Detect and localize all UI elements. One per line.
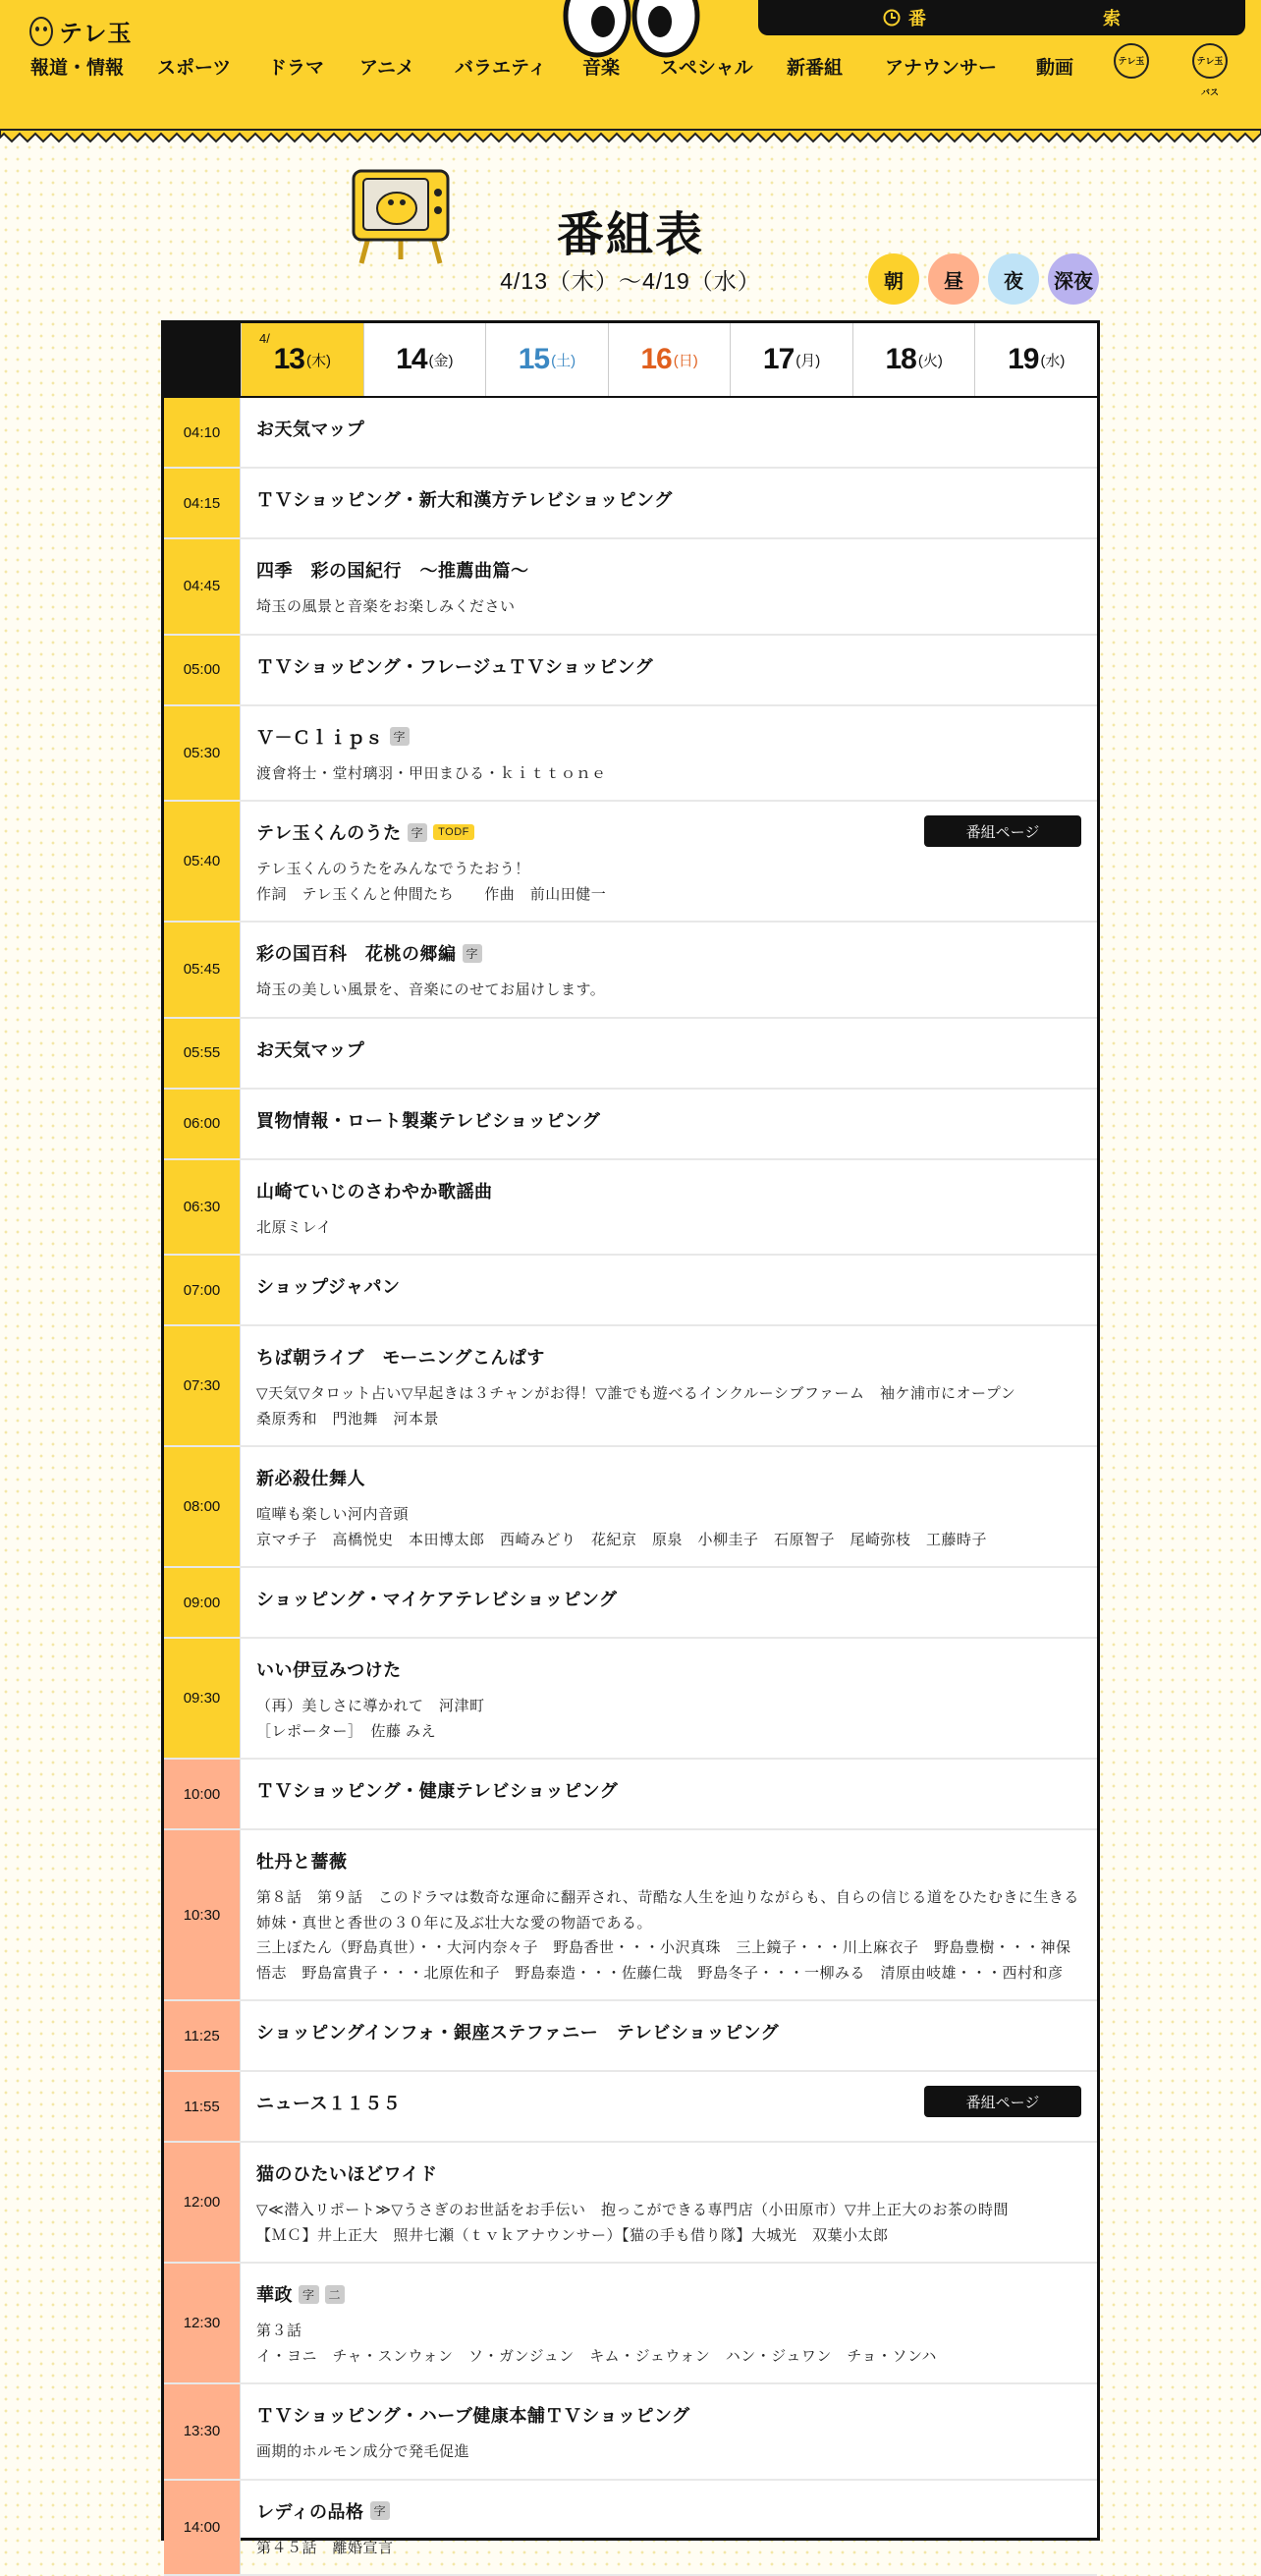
program-description [256, 761, 1081, 787]
program-row[interactable] [164, 2264, 1097, 2384]
program-start-time: 04:45 [164, 539, 241, 634]
program-description-line: 京マチ子 高橋悦史 本田博太郎 西崎みどり 花紀京 原泉 小柳圭子 石原智子 尾崎弥枝 工藤時子 [256, 1528, 1081, 1553]
day-tab-17[interactable] [730, 323, 852, 396]
program-cell [241, 2072, 1097, 2141]
program-row[interactable] [164, 2072, 1097, 2143]
program-title[interactable]: レディの品格 [256, 2498, 364, 2524]
program-description [256, 1502, 1081, 1552]
program-title[interactable]: 猫のひたいほどワイド [256, 2160, 437, 2186]
program-description-line: （再）美しさに導かれて 河津町 [256, 1694, 1081, 1719]
program-description-line: 埼玉の風景と音楽をお楽しみください [256, 594, 1081, 620]
nav-teletama-icon[interactable]: テレ玉 [1114, 43, 1149, 79]
top-utility-bar [758, 0, 1245, 35]
week-range: 4/13（木）〜4/19（水） [0, 263, 1261, 296]
nav-new-programs[interactable]: 新番組 [787, 53, 843, 80]
program-title[interactable]: ちば朝ライブ モーニングこんぱす [256, 1344, 545, 1370]
page-title: 番組表 [0, 196, 1261, 264]
program-cell [241, 1447, 1097, 1566]
jump-night-button[interactable]: 夜 [988, 253, 1039, 305]
program-title[interactable]: お天気マップ [256, 416, 364, 441]
program-description-line: 埼玉の美しい風景を、音楽にのせてお届けします。 [256, 978, 1081, 1003]
program-flag-badge: 字 [408, 823, 428, 842]
program-title[interactable]: テレ玉くんのうた [256, 819, 402, 845]
program-title-line [256, 2281, 1081, 2307]
program-start-time: 05:45 [164, 923, 241, 1017]
program-row[interactable] [164, 1639, 1097, 1760]
program-title[interactable]: ニュース１１５５ [256, 2090, 401, 2115]
program-cell [241, 1256, 1097, 1324]
day-tab-weekday: (金) [429, 350, 454, 370]
logo-text: テレ玉 [59, 14, 133, 48]
program-description-line: ［レポーター］ 佐藤 みえ [256, 1719, 1081, 1745]
day-tab-date: 14 [396, 343, 426, 376]
nav-variety[interactable]: バラエティ [455, 53, 546, 80]
program-title[interactable]: 新必殺仕舞人 [256, 1465, 365, 1490]
program-title[interactable]: ショッピングインフォ・銀座ステファニー テレビショッピング [256, 2019, 779, 2044]
program-row[interactable] [164, 1160, 1097, 1257]
program-row[interactable] [164, 1830, 1097, 2001]
program-cell [241, 802, 1097, 921]
program-title-line [256, 486, 1081, 512]
program-cell [241, 398, 1097, 467]
program-title-line [256, 1848, 1081, 1874]
program-row[interactable] [164, 1326, 1097, 1447]
day-tab-date: 15 [519, 343, 549, 376]
day-tab-weekday: (日) [674, 350, 698, 370]
program-title[interactable]: 山崎ていじのさわやか歌謡曲 [256, 1178, 493, 1204]
program-cell [241, 1639, 1097, 1758]
program-cell [241, 1160, 1097, 1255]
program-start-time: 12:30 [164, 2264, 241, 2382]
program-description-line: 第３話 [256, 2319, 1081, 2344]
nav-special[interactable]: スペシャル [660, 53, 753, 80]
mascot-eyes-icon [558, 0, 705, 59]
program-start-time: 12:00 [164, 2143, 241, 2262]
program-title-line [256, 2019, 1081, 2044]
program-cell [241, 1568, 1097, 1637]
program-title[interactable]: ショッピング・マイケアテレビショッピング [256, 1586, 617, 1611]
program-title-line [256, 1344, 1081, 1370]
program-start-time: 06:00 [164, 1090, 241, 1158]
program-description [256, 1694, 1081, 1744]
program-start-time: 09:30 [164, 1639, 241, 1758]
program-title-line [256, 416, 1081, 441]
program-cell [241, 2481, 1097, 2575]
day-tabs-corner [164, 323, 241, 396]
program-start-time: 05:40 [164, 802, 241, 921]
program-start-time: 06:30 [164, 1160, 241, 1255]
site-logo[interactable] [29, 14, 133, 48]
day-tabs [164, 323, 1097, 398]
program-flag-badge: 字 [463, 944, 483, 963]
program-title-line [256, 1107, 1081, 1133]
program-cell [241, 706, 1097, 801]
day-tab-date: 18 [885, 343, 915, 376]
program-cell [241, 1326, 1097, 1445]
program-start-time: 09:00 [164, 1568, 241, 1637]
program-description-line: 作詞 テレ玉くんと仲間たち 作曲 前山田健一 [256, 882, 1081, 908]
program-row[interactable] [164, 636, 1097, 706]
program-description-line: 【ＭＣ】井上正大 照井七瀬（ｔｖｋアナウンサー）【猫の手も借り隊】大城光 双葉小太郎 [256, 2223, 1081, 2249]
program-cell [241, 2143, 1097, 2262]
program-row[interactable] [164, 1568, 1097, 1639]
search-link[interactable]: 索 [1103, 5, 1121, 30]
program-title-line [256, 2160, 1081, 2186]
program-title-line [256, 2402, 1081, 2428]
program-cell [241, 1019, 1097, 1088]
program-title[interactable]: ＴＶショッピング・新大和漢方テレビショッピング [256, 486, 673, 512]
program-title-line [256, 1036, 1081, 1062]
jump-late-night-button[interactable]: 深夜 [1048, 253, 1099, 305]
day-tab-date: 19 [1008, 343, 1038, 376]
program-row[interactable] [164, 1090, 1097, 1160]
program-title[interactable]: ＴＶショッピング・健康テレビショッピング [256, 1777, 618, 1803]
program-row[interactable] [164, 469, 1097, 539]
day-tab-date: 17 [763, 343, 794, 376]
program-row[interactable] [164, 2384, 1097, 2481]
program-row[interactable] [164, 1256, 1097, 1326]
program-title[interactable]: Ｖ－Ｃｌｉｐｓ [256, 724, 384, 750]
nav-announcers[interactable]: アナウンサー [885, 53, 997, 80]
program-row[interactable] [164, 398, 1097, 469]
nav-news[interactable]: 報道・情報 [30, 53, 124, 80]
program-row[interactable] [164, 2143, 1097, 2264]
program-guide-link[interactable] [883, 5, 926, 30]
day-tab-date: 13 [274, 343, 304, 376]
program-start-time: 13:30 [164, 2384, 241, 2479]
day-tab-15[interactable] [485, 323, 608, 396]
program-start-time: 04:10 [164, 398, 241, 467]
program-start-time: 07:30 [164, 1326, 241, 1445]
program-title-line [256, 724, 1081, 750]
program-start-time: 05:00 [164, 636, 241, 704]
program-start-time: 10:00 [164, 1760, 241, 1828]
program-cell [241, 1090, 1097, 1158]
program-cell [241, 469, 1097, 537]
program-row[interactable] [164, 2481, 1097, 2576]
program-cell [241, 2264, 1097, 2382]
program-start-time: 11:25 [164, 2001, 241, 2070]
program-title[interactable]: 買物情報・ロート製薬テレビショッピング [256, 1107, 600, 1133]
program-flag-badge: 字 [370, 2501, 391, 2520]
jump-morning-button[interactable]: 朝 [868, 253, 919, 305]
program-start-time: 05:55 [164, 1019, 241, 1088]
program-page-button[interactable]: 番組ページ [924, 815, 1081, 847]
clock-icon [883, 9, 901, 27]
day-tab-weekday: (土) [551, 350, 576, 370]
program-description-line: 第８話 第９話 このドラマは数奇な運命に翻弄され、苛酷な人生を辿りながらも、自らの信じる道をひたむきに生きる姉妹・真世と香世の３０年に及ぶ壮大な愛の物語である。 [256, 1885, 1081, 1935]
program-description [256, 1215, 1081, 1241]
day-tab-18[interactable] [852, 323, 975, 396]
program-title-line [256, 1586, 1081, 1611]
program-title-line [256, 2498, 1081, 2524]
program-description-line: 喧嘩も楽しい河内音頭 [256, 1502, 1081, 1528]
program-row[interactable] [164, 1760, 1097, 1830]
program-description [256, 2198, 1081, 2248]
program-description-line: テレ玉くんのうたをみんなでうたおう！ [256, 857, 1081, 882]
program-title[interactable]: 四季 彩の国紀行 ～推薦曲篇～ [256, 557, 529, 583]
program-title-line [256, 653, 1081, 679]
program-title-line [256, 557, 1081, 583]
program-description [256, 1885, 1081, 1986]
day-tab-weekday: (月) [795, 350, 820, 370]
program-description-line: 三上ぼたん（野島真世）・・大河内奈々子 野島香世・・・小沢真珠 三上鏡子・・・川上麻衣子 野島豊樹・・・神保悟志 野島富貴子・・・北原佐和子 野島泰造・・・佐藤仁哉 野島冬子・・・一柳みる 清原由岐雄・・・西村和彦 [256, 1935, 1081, 1986]
program-title[interactable]: 華政 [256, 2281, 293, 2307]
day-tab-month: 4/ [259, 331, 270, 346]
program-cell [241, 2001, 1097, 2070]
nav-sports[interactable]: スポーツ [157, 53, 231, 80]
day-tab-weekday: (木) [306, 350, 331, 370]
program-description [256, 1381, 1081, 1431]
program-row[interactable] [164, 802, 1097, 923]
program-title[interactable]: ＴＶショッピング・ハーブ健康本舗ＴＶショッピング [256, 2402, 690, 2428]
program-cell [241, 539, 1097, 634]
program-description-line: 桑原秀和 門池舞 河本景 [256, 1407, 1081, 1432]
program-title[interactable]: ＴＶショッピング・フレージュＴＶショッピング [256, 653, 653, 679]
nav-music[interactable]: 音楽 [582, 53, 620, 80]
day-tab-weekday: (火) [918, 350, 943, 370]
program-start-time: 04:15 [164, 469, 241, 537]
nav-bus-icon[interactable]: テレ玉バス [1192, 43, 1228, 79]
day-tab-date: 16 [640, 343, 671, 376]
program-guide-label: 番 [908, 5, 926, 30]
program-page-button[interactable]: 番組ページ [924, 2086, 1081, 2117]
nav-videos[interactable]: 動画 [1036, 53, 1073, 80]
program-description [256, 2536, 1081, 2561]
program-description-line: 画期的ホルモン成分で発毛促進 [256, 2439, 1081, 2465]
day-tab-16[interactable] [608, 323, 731, 396]
program-description-line: ▽≪潜入リポート≫▽うさぎのお世話をお手伝い 抱っこができる専門店（小田原市）▽井上正大のお茶の時間 [256, 2198, 1081, 2223]
program-description-line: イ・ヨニ チャ・スンウォン ソ・ガンジュン キム・ジェウォン ハン・ジュワン チョ・ソンハ [256, 2344, 1081, 2370]
program-title-line [256, 940, 1081, 966]
program-start-time: 10:30 [164, 1830, 241, 1999]
program-description [256, 2319, 1081, 2369]
program-title[interactable]: いい伊豆みつけた [256, 1656, 402, 1682]
program-start-time: 11:55 [164, 2072, 241, 2141]
program-start-time: 08:00 [164, 1447, 241, 1566]
day-tab-13[interactable] [241, 323, 363, 396]
program-description-line: 渡會将士・堂村璃羽・甲田まひる・ｋｉｔｔｏｎｅ [256, 761, 1081, 787]
program-start-time: 05:30 [164, 706, 241, 801]
program-flag-badge: 字 [390, 727, 411, 746]
program-cell [241, 1830, 1097, 1999]
program-description [256, 857, 1081, 907]
program-row[interactable] [164, 1019, 1097, 1090]
program-cell [241, 636, 1097, 704]
schedule-grid [161, 320, 1100, 2541]
day-tab-14[interactable] [363, 323, 486, 396]
program-cell [241, 1760, 1097, 1828]
program-row[interactable] [164, 923, 1097, 1019]
program-description [256, 978, 1081, 1003]
page-title-area [0, 157, 1261, 305]
program-row[interactable] [164, 2001, 1097, 2072]
program-flag-badge: TODF [433, 824, 474, 840]
main-nav [0, 53, 1261, 83]
jump-daytime-button[interactable]: 昼 [928, 253, 979, 305]
program-description-line: 第４５話 離婚宣言 [256, 2536, 1081, 2561]
day-tab-weekday: (水) [1040, 350, 1065, 370]
site-header [0, 0, 1261, 132]
tele-tama-mascot-icon [29, 17, 53, 46]
program-title[interactable]: お天気マップ [256, 1036, 364, 1062]
program-title-line [256, 1777, 1081, 1803]
day-tab-19[interactable] [974, 323, 1097, 396]
program-start-time: 14:00 [164, 2481, 241, 2575]
program-title-line [256, 1465, 1081, 1490]
program-title[interactable]: 彩の国百科 花桃の郷編 [256, 940, 457, 966]
program-description [256, 2439, 1081, 2465]
header-zigzag-edge [0, 130, 1261, 145]
nav-drama[interactable]: ドラマ [268, 53, 324, 80]
program-title[interactable]: 牡丹と薔薇 [256, 1848, 348, 1874]
program-start-time: 07:00 [164, 1256, 241, 1324]
program-description [256, 594, 1081, 620]
program-cell [241, 923, 1097, 1017]
program-title-line [256, 1656, 1081, 1682]
nav-anime[interactable]: アニメ [359, 53, 414, 80]
program-description-line: ▽天気▽タロット占い▽早起きは３チャンがお得！▽誰でも遊べるインクルーシブファーム 袖ケ浦市にオープン [256, 1381, 1081, 1407]
program-row[interactable] [164, 539, 1097, 636]
program-row[interactable] [164, 1447, 1097, 1568]
program-title-line [256, 1273, 1081, 1299]
program-title-line [256, 1178, 1081, 1204]
program-description-line: 北原ミレイ [256, 1215, 1081, 1241]
program-cell [241, 2384, 1097, 2479]
program-flag-badge: 字 [299, 2285, 319, 2304]
program-title[interactable]: ショップジャパン [256, 1273, 401, 1299]
program-row[interactable] [164, 706, 1097, 803]
program-flag-badge: 二 [325, 2285, 346, 2304]
program-list [164, 398, 1097, 2576]
